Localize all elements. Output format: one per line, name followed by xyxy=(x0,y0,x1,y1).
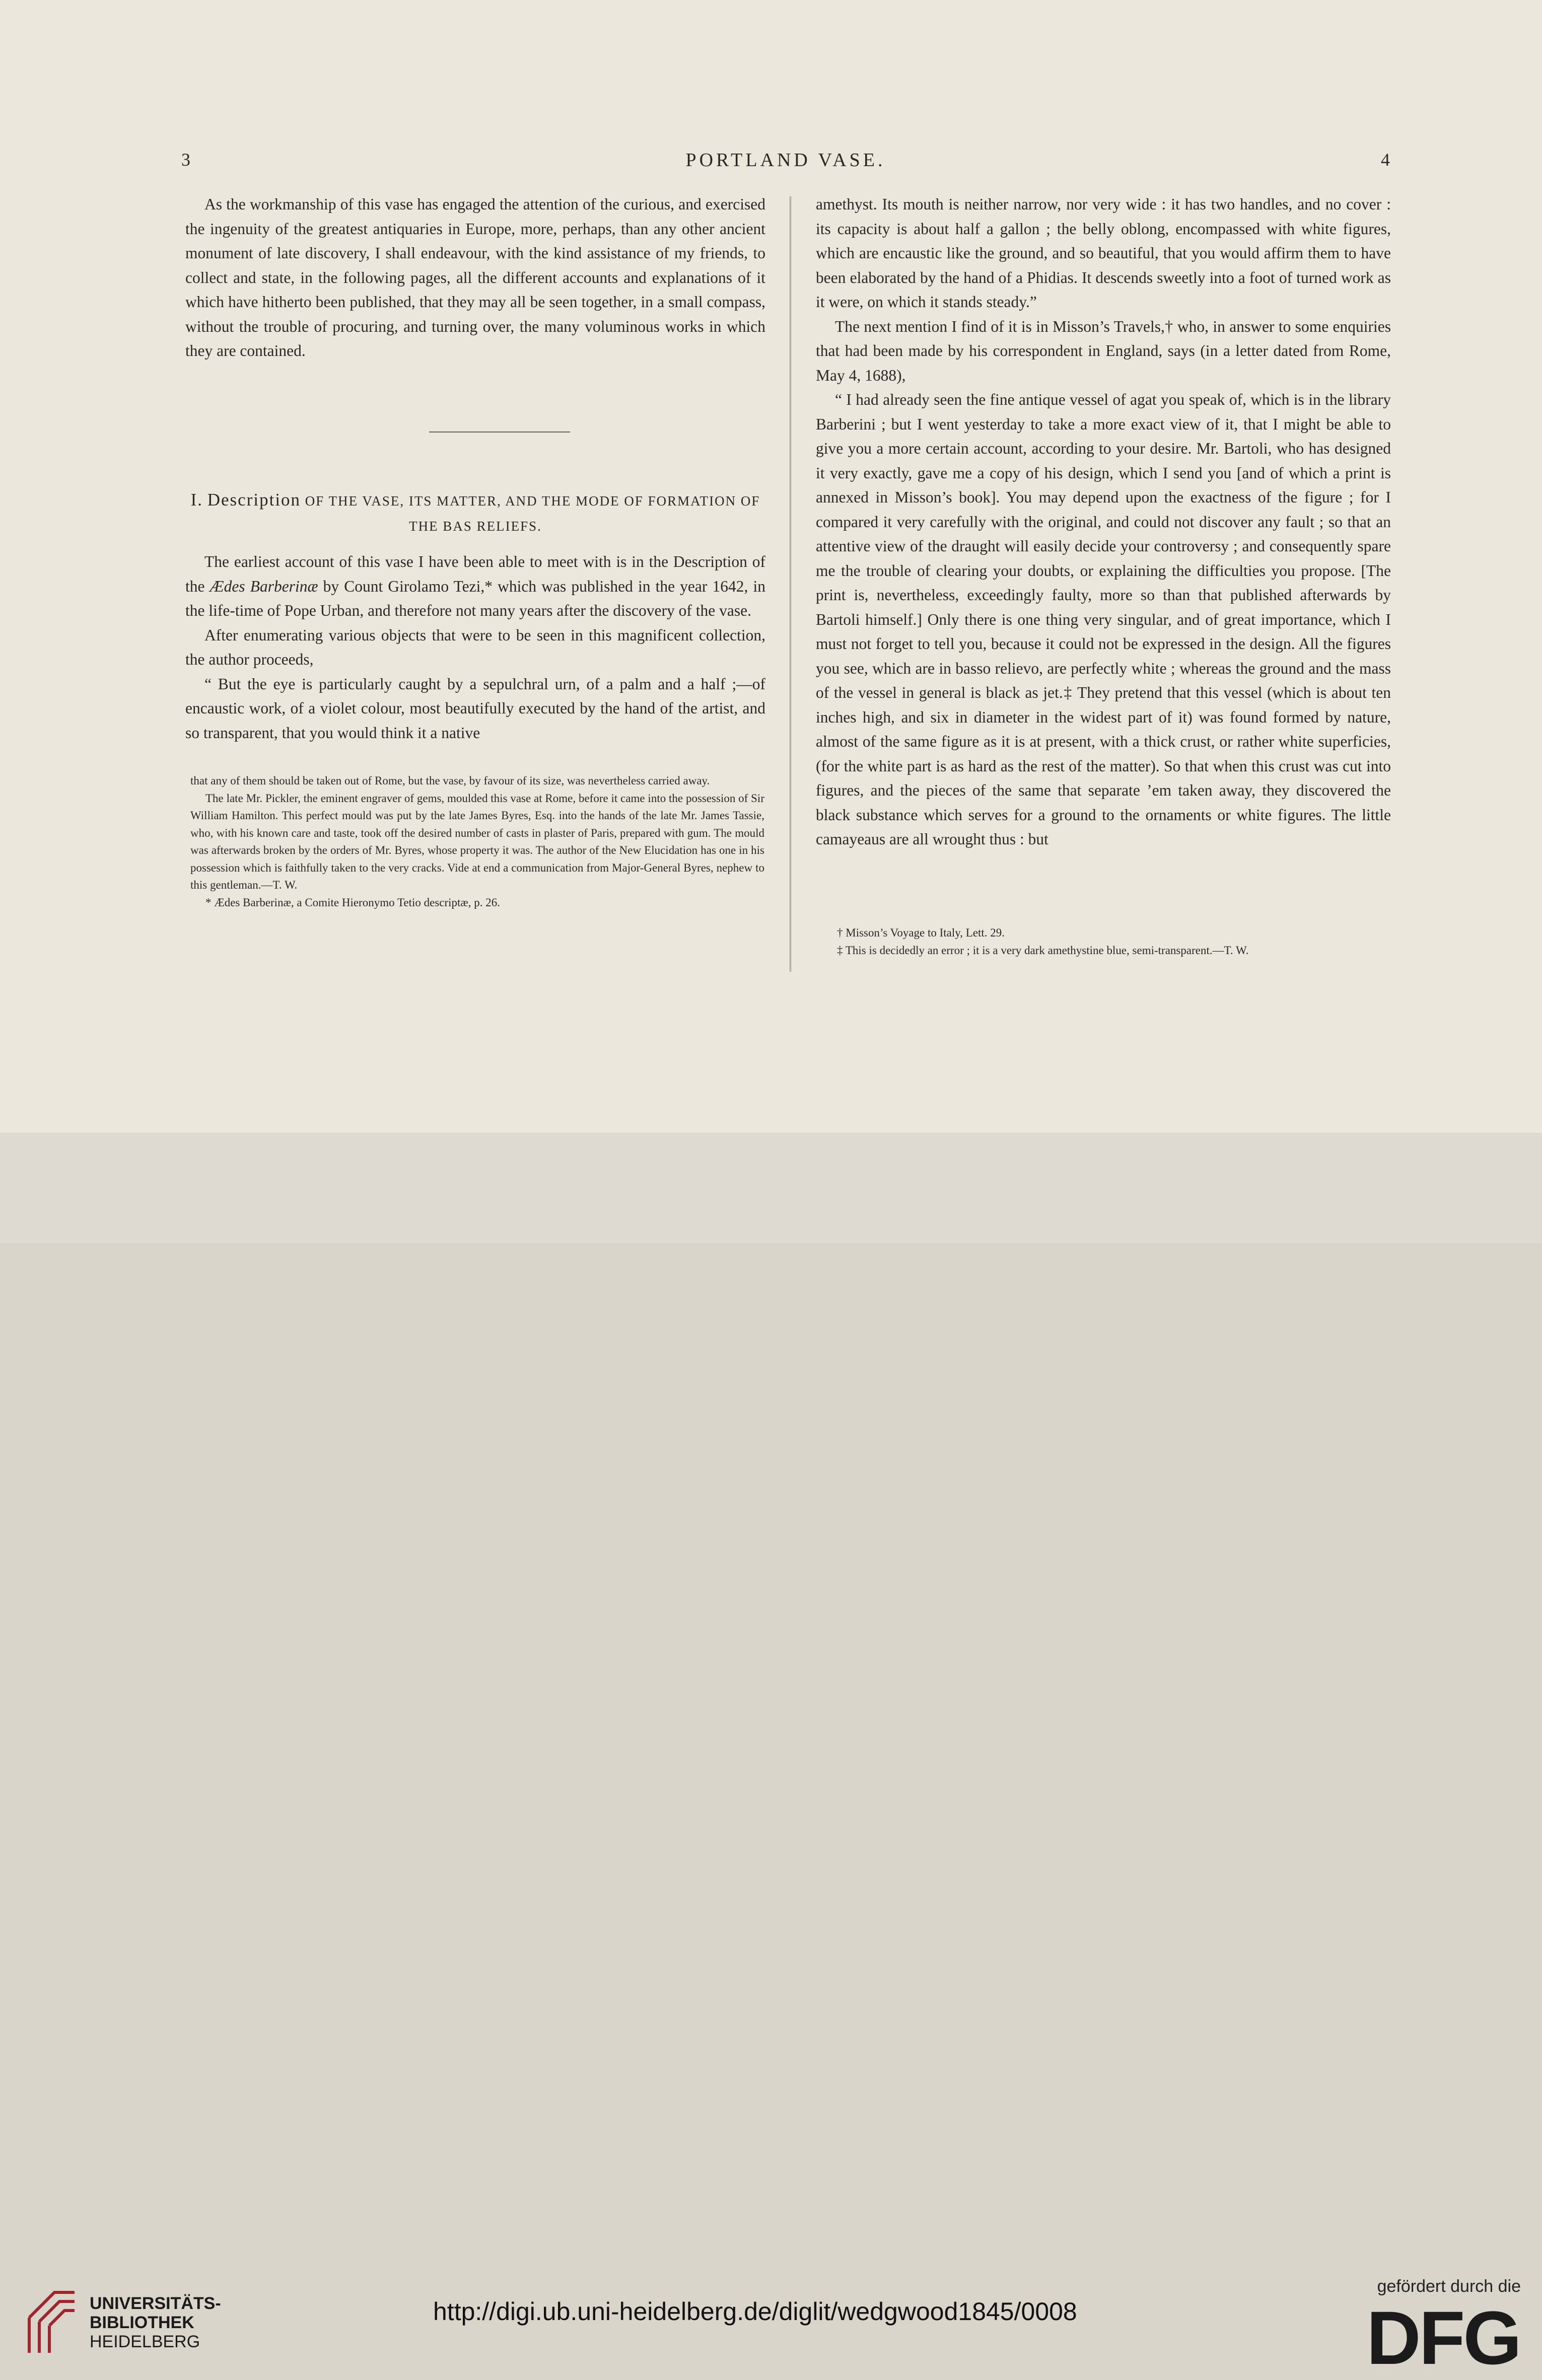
paragraph-earliest-account: The earliest account of this vase I have been able to meet with is in the Description of the Ædes Barberinæ by Count Girolamo Tezi,* which was published in the year 1642, in the life-time of Pope Urban, and therefore not many years after the discovery of the vase. xyxy=(185,553,766,619)
section-rule xyxy=(429,431,570,432)
paragraph-misson: The next mention I find of it is in Misson’s Travels,† who, in answer to some enquiries that had been made by his correspondent in England, says (in a letter dated from Rome, May 4, 1688), xyxy=(816,317,1391,384)
university-library-name: UNIVERSITÄTS- BIBLIOTHEK HEIDELBERG xyxy=(90,2294,221,2351)
page-number-left: 3 xyxy=(181,150,190,170)
column-divider xyxy=(790,196,791,972)
viewer-footer-bar xyxy=(0,1133,1542,2380)
left-column-intro xyxy=(185,192,765,364)
university-library-logo-icon xyxy=(19,2282,90,2358)
section-numeral: I. xyxy=(190,490,203,510)
paragraph-letter-quote: “ I had already seen the fine antique vessel of agat you speak of, which is in the library Barberini ; but I went yesterday to take a more exact view of it, that I might be able to give you a more certain account, according to your desire. Mr. Bartoli, who has designed it very exactly, gave me a copy of his design, which I send you [and of which a print is annexed in Misson’s book]. You may depend upon the exactness of the figure ; for I compared it very carefully with the original, and could not discover any fault ; so that an attentive view of the draught will easily decide your controversy ; and consequently spare me the trouble of clearing your doubts, or explaining the difficulties you propose. [The print is, nevertheless, exceedingly faulty, more so than that published afterwards by Bartoli himself.] Only there is one thing very singular, and of great importance, which I must not forget to tell you, because it could not be expressed in the design. All the figures you see, which are in basso relievo, are perfectly white ; whereas the ground and the mass of the vessel in general is black as jet.‡ They pretend that this vessel (which is about ten inches high, and six in diameter in the widest part of it) was found formed by nature, almost of the same figure as it is at present, with a thick crust, or rather white superficies, (for the white part is as hard as the rest of the matter). So that when this crust was cut into figures, and the pieces of the same that separate ’em taken away, they discovered the black substance which serves for a ground to the ornaments or white figures. The little camayeaus are all wrought thus : but xyxy=(816,391,1391,848)
section-heading-rest: OF THE VASE, ITS MATTER, AND THE MODE OF FORMATION OF THE BAS RELIEFS. xyxy=(301,493,760,534)
footnote-pickler: The late Mr. Pickler, the eminent engraver of gems, moulded this vase at Rome, before it came into the possession of Sir William Hamilton. This perfect mould was put by the late James Byres, Esq. into the hands of the late Mr. James Tassie, who, with his known care and taste, took off the desired number of casts in plaster of Paris, prepared with gum. The mould was afterwards broken by the orders of Mr. Byres, whose property it was. The author of the New Elucidation has one in his possession which is faithfully taken to the very cracks. Vide at end a communication from Major-General Byres, nephew to this gentleman.—T. W. xyxy=(190,791,764,891)
intro-paragraph: As the workmanship of this vase has engaged the attention of the curious, and exercised the ingenuity of the greatest antiquaries in Europe, more, perhaps, than any other ancient monument of late discovery, I shall endeavour, with the kind assistance of my friends, to collect and state, in the following pages, all the different accounts and explanations of it which have hitherto been published, that they may all be seen together, in a small compass, without the trouble of procuring, and turning over, the many voluminous works in which they are contained. xyxy=(185,195,765,359)
footnote-aedes: * Ædes Barberinæ, a Comite Hieronymo Tetio descriptæ, p. 26. xyxy=(205,896,501,909)
funder-text: gefördert durch die xyxy=(1377,2277,1521,2296)
running-header xyxy=(181,149,1390,174)
footnote-dagger: † Misson’s Voyage to Italy, Lett. 29. xyxy=(837,926,1005,939)
footnote-double-dagger: ‡ This is decidedly an error ; it is a very dark amethystine blue, semi-transparent.—T. W. xyxy=(837,944,1249,957)
running-title: PORTLAND VASE. xyxy=(685,150,886,171)
section-heading-first-word: Description xyxy=(207,490,301,510)
paragraph-enumerating: After enumerating various objects that were to be seen in this magnificent collection, the author proceeds, xyxy=(185,626,765,668)
right-footnotes xyxy=(822,924,1391,959)
aedes-barberinae-title: Ædes Barberinæ xyxy=(209,577,318,595)
footnote-continuation: that any of them should be taken out of Rome, but the vase, by favour of its size, was nevertheless carried away. xyxy=(190,774,710,787)
left-column-body xyxy=(185,550,765,745)
left-footnotes xyxy=(190,772,764,911)
dfg-logo: DFG xyxy=(1366,2295,1520,2380)
scanned-page xyxy=(0,0,1542,1133)
page-number-right: 4 xyxy=(1381,150,1390,170)
paragraph-quote-urn: “ But the eye is particularly caught by a sepulchral urn, of a palm and a half ;—of encaustic work, of a violet colour, most beautifully executed by the hand of the artist, and so transparent, that you would think it a native xyxy=(185,675,765,742)
permalink-url[interactable]: http://digi.ub.uni-heidelberg.de/diglit/wedgwood1845/0008 xyxy=(433,2297,1077,2326)
section-heading xyxy=(185,487,765,539)
paragraph-amethyst: amethyst. Its mouth is neither narrow, nor very wide : it has two handles, and no cover : its capacity is about half a gallon ; the belly oblong, encompassed with white figures, which are encaustic like the ground, and so beautiful, that you would affirm them to have been elaborated by the hand of a Phidias. It descends sweetly into a foot of turned work as it were, on which it stands steady.” xyxy=(816,195,1391,311)
right-column-body xyxy=(816,192,1391,852)
